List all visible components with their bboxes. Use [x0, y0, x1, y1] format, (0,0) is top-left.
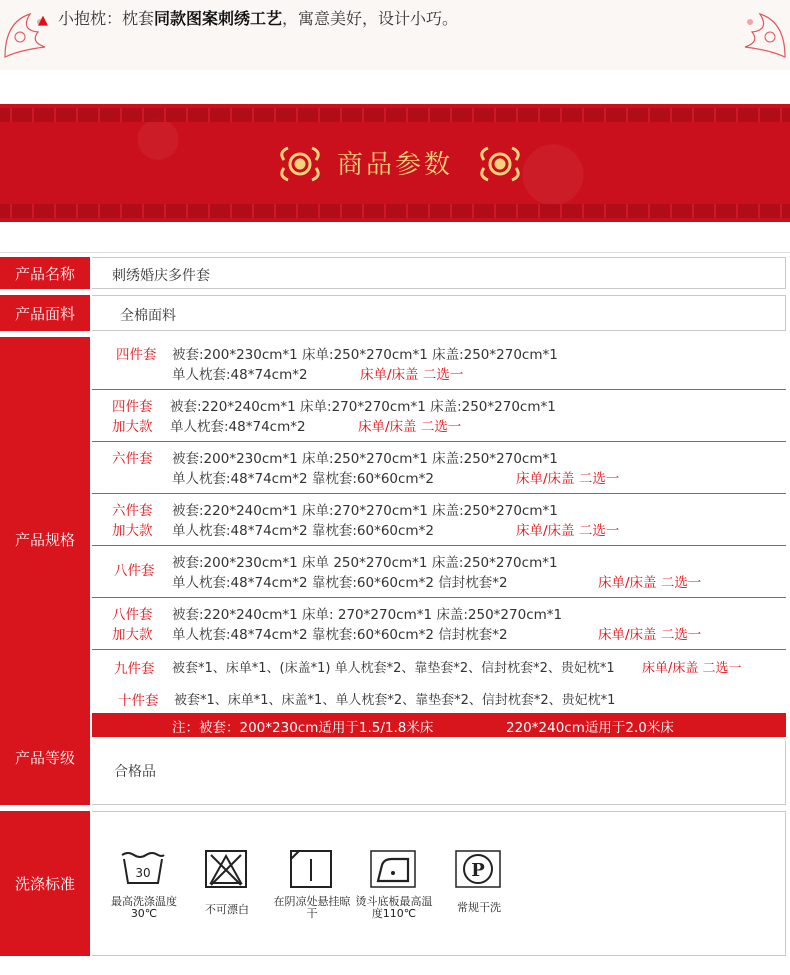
- iron-icon: [370, 849, 416, 889]
- spec-line2: 单人枕套:48*74cm*2 靠枕套:60*60cm*2: [172, 523, 434, 539]
- spec-tag-large: 加大款: [112, 419, 153, 435]
- divider: [92, 649, 786, 650]
- intro-text: [38, 6, 458, 29]
- wash-caption: 常规干洗: [457, 901, 501, 914]
- spec-choice: 床单/床盖 二选一: [598, 575, 702, 591]
- spec-note: [92, 713, 786, 737]
- label-grade: 产品等级: [0, 741, 90, 805]
- note-b: 220*240cm适用于2.0米床: [506, 720, 674, 736]
- spec-tag: 六件套: [112, 503, 153, 519]
- label-spec: 产品规格: [0, 337, 90, 741]
- grade-value: 合格品: [92, 741, 786, 805]
- wash-caption: 在阴凉处悬挂晾干: [273, 895, 351, 920]
- wash-caption: 烫斗底板最高温度110℃: [355, 895, 433, 920]
- dry-clean-letter: P: [471, 860, 485, 881]
- wash-tub-30-icon: [120, 849, 166, 889]
- spec-row-ten: [92, 683, 786, 713]
- intro-bold: 同款图案刺绣工艺: [154, 9, 283, 28]
- product-name-value: 刺绣婚庆多件套: [92, 257, 786, 289]
- spec-tag-large: 加大款: [112, 627, 153, 643]
- spec-row: [92, 599, 786, 649]
- spec-row: [92, 495, 786, 545]
- spec-line1: 被套:220*240cm*1 床单: 270*270cm*1 床盖:250*270cm*1: [172, 607, 563, 623]
- spec-line1: 被套:200*230cm*1 床单:250*270cm*1 床盖:250*270cm*1: [172, 347, 558, 363]
- spec-line1: 被套*1、床单*1、(床盖*1) 单人枕套*2、靠垫套*2、信封枕套*2、贵妃枕*1: [172, 661, 615, 676]
- label-fabric: 产品面料: [0, 295, 90, 331]
- spec-line2: 单人枕套:48*74cm*2 靠枕套:60*60cm*2 信封枕套*2: [172, 627, 508, 643]
- spec-row: [92, 547, 786, 597]
- pattern-band-top: [0, 108, 790, 122]
- spec-line1: 被套*1、床单*1、床盖*1、单人枕套*2、靠垫套*2、信封枕套*2、贵妃枕*1: [174, 693, 616, 708]
- spec-row: [92, 391, 786, 441]
- spec-line1: 被套:220*240cm*1 床单:270*270cm*1 床盖:250*270cm*1: [172, 503, 558, 519]
- spec-line1: 被套:200*230cm*1 床单 250*270cm*1 床盖:250*270cm*1: [172, 555, 558, 571]
- divider: [92, 389, 786, 390]
- divider: [92, 545, 786, 546]
- wash-icons-cell: [92, 811, 786, 956]
- spec-choice: 床单/床盖 二选一: [516, 523, 620, 539]
- spec-row: [92, 443, 786, 493]
- intro-prefix: 小抱枕：枕套: [58, 9, 155, 28]
- spec-line2: 单人枕套:48*74cm*2 靠枕套:60*60cm*2 信封枕套*2: [172, 575, 508, 591]
- spec-line1: 被套:200*230cm*1 床单:250*270cm*1 床盖:250*270cm*1: [172, 451, 558, 467]
- intro-section: [0, 0, 790, 70]
- spec-line2: 单人枕套:48*74cm*2: [172, 367, 308, 383]
- note-a: 注：被套：200*230cm适用于1.5/1.8米床: [172, 720, 434, 736]
- corner-ornament-right-icon: [720, 2, 790, 62]
- wash-temp-number: 30: [135, 866, 151, 880]
- spec-choice: 床单/床盖 二选一: [358, 419, 462, 435]
- spec-choice: 床单/床盖 二选一: [360, 367, 464, 383]
- spec-row: [92, 339, 786, 389]
- label-product-name: 产品名称: [0, 257, 90, 289]
- spec-tag-large: 加大款: [112, 523, 153, 539]
- spec-tag: 四件套: [112, 399, 153, 415]
- label-wash: 洗涤标准: [0, 811, 90, 956]
- spec-row-nine: [92, 651, 786, 681]
- spec-line1: 被套:220*240cm*1 床单:270*270cm*1 床盖:250*270cm*1: [170, 399, 556, 415]
- divider: [92, 597, 786, 598]
- dry-clean-p-icon: [455, 849, 501, 889]
- no-bleach-icon: [203, 849, 249, 889]
- spec-tag: 十件套: [118, 693, 159, 709]
- divider: [92, 441, 786, 442]
- spec-tag: 九件套: [114, 661, 155, 677]
- spec-tag: 八件套: [112, 607, 153, 623]
- divider: [92, 493, 786, 494]
- spec-tag: 八件套: [114, 563, 155, 579]
- pattern-band-bottom: [0, 204, 790, 218]
- spec-choice: 床单/床盖 二选一: [516, 471, 620, 487]
- shade-dry-icon: [288, 849, 334, 889]
- triangle-bullet-icon: ▲: [38, 13, 48, 28]
- spec-tag: 四件套: [116, 347, 157, 363]
- params-table: [0, 252, 790, 959]
- spec-line2: 单人枕套:48*74cm*2: [170, 419, 306, 435]
- spec-tag: 六件套: [112, 451, 153, 467]
- section-banner: [0, 104, 790, 222]
- spec-choice: 床单/床盖 二选一: [598, 627, 702, 643]
- banner-title: 商品参数: [336, 150, 453, 180]
- spec-line2: 单人枕套:48*74cm*2 靠枕套:60*60cm*2: [172, 471, 434, 487]
- spec-choice: 床单/床盖 二选一: [642, 661, 742, 676]
- wash-caption: 最高洗涤温度30℃: [111, 895, 177, 920]
- wash-caption: 不可漂白: [205, 903, 249, 916]
- fabric-value: 全棉面料: [92, 295, 786, 331]
- intro-suffix: ，寓意美好，设计小巧。: [282, 9, 459, 28]
